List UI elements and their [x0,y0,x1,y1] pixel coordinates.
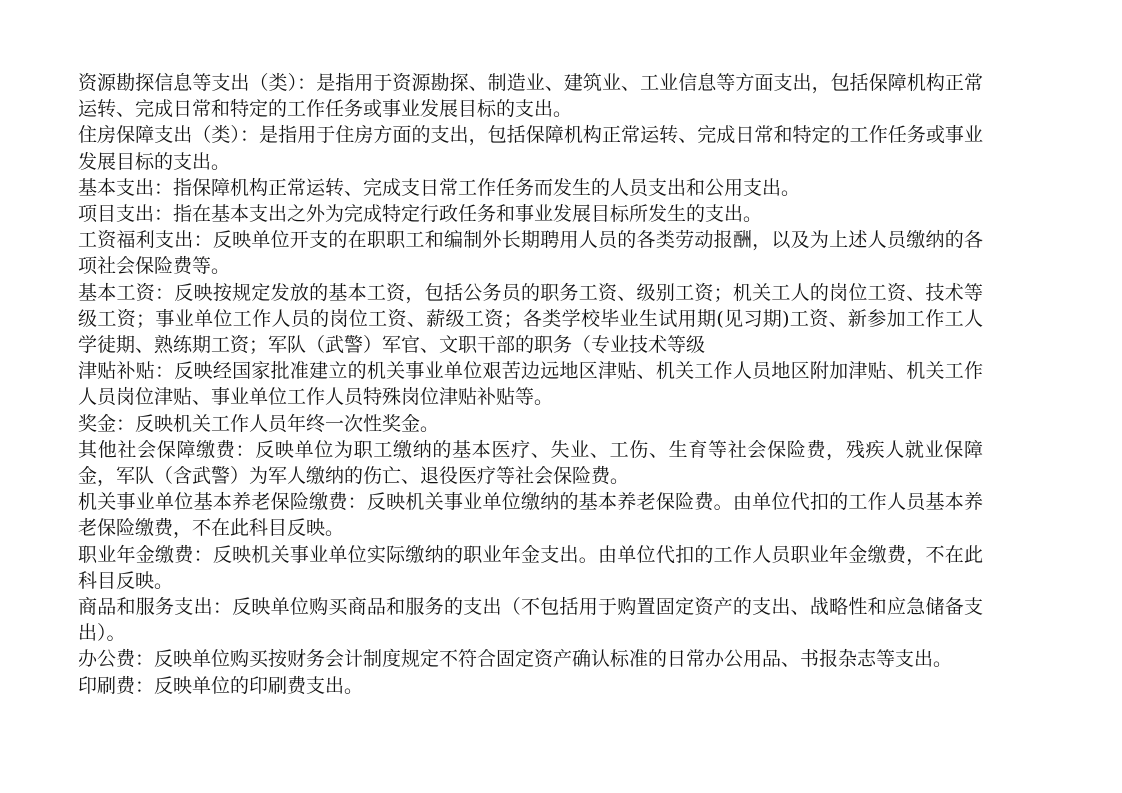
paragraph-project-expenditure: 项目支出：指在基本支出之外为完成特定行政任务和事业发展目标所发生的支出。 [78,203,763,226]
paragraph-resource-exploration: 资源勘探信息等支出（类）：是指用于资源勘探、制造业、建筑业、工业信息等方面支出，包括保障机构正常运转、完成日常和特定的工作任务或事业发展目标的支出。 [78,72,983,121]
paragraph-office-expenses: 办公费：反映单位购买按财务会计制度规定不符合固定资产确认标准的日常办公用品、书报杂志等支出。 [78,648,953,671]
paragraph-occupational-annuity: 职业年金缴费：反映机关事业单位实际缴纳的职业年金支出。由单位代扣的工作人员职业年金缴费，不在此科目反映。 [78,543,983,592]
document-body [78,70,983,699]
paragraph-housing-security: 住房保障支出（类）：是指用于住房方面的支出，包括保障机构正常运转、完成日常和特定的工作任务或事业发展目标的支出。 [78,124,983,173]
paragraph-goods-services: 商品和服务支出：反映单位购买商品和服务的支出（不包括用于购置固定资产的支出、战略性和应急储备支出）。 [78,596,983,645]
paragraph-basic-wages: 基本工资：反映按规定发放的基本工资，包括公务员的职务工资、级别工资；机关工人的岗位工资、技术等级工资；事业单位工作人员的岗位工资、薪级工资；各类学校毕业生试用期(见习期)工资、新参加工作工人学徒期、熟练期工资；军队（武警）军官、文职干部的职务（专业技术等级 [78,281,983,357]
paragraph-allowances: 津贴补贴：反映经国家批准建立的机关事业单位艰苦边远地区津贴、机关工作人员地区附加津贴、机关工作人员岗位津贴、事业单位工作人员特殊岗位津贴补贴等。 [78,360,983,409]
paragraph-wages-welfare: 工资福利支出：反映单位开支的在职职工和编制外长期聘用人员的各类劳动报酬，以及为上述人员缴纳的各项社会保险费等。 [78,229,983,278]
paragraph-bonus: 奖金：反映机关工作人员年终一次性奖金。 [78,412,440,435]
paragraph-basic-expenditure: 基本支出：指保障机构正常运转、完成支日常工作任务而发生的人员支出和公用支出。 [78,176,801,199]
paragraph-other-social-security: 其他社会保障缴费：反映单位为职工缴纳的基本医疗、失业、工伤、生育等社会保险费，残疾人就业保障金，军队（含武警）为军人缴纳的伤亡、退役医疗等社会保险费。 [78,438,983,488]
paragraph-printing-expenses: 印刷费：反映单位的印刷费支出。 [78,674,364,697]
paragraph-pension-insurance: 机关事业单位基本养老保险缴费：反映机关事业单位缴纳的基本养老保险费。由单位代扣的工作人员基本养老保险缴费，不在此科目反映。 [78,491,983,540]
